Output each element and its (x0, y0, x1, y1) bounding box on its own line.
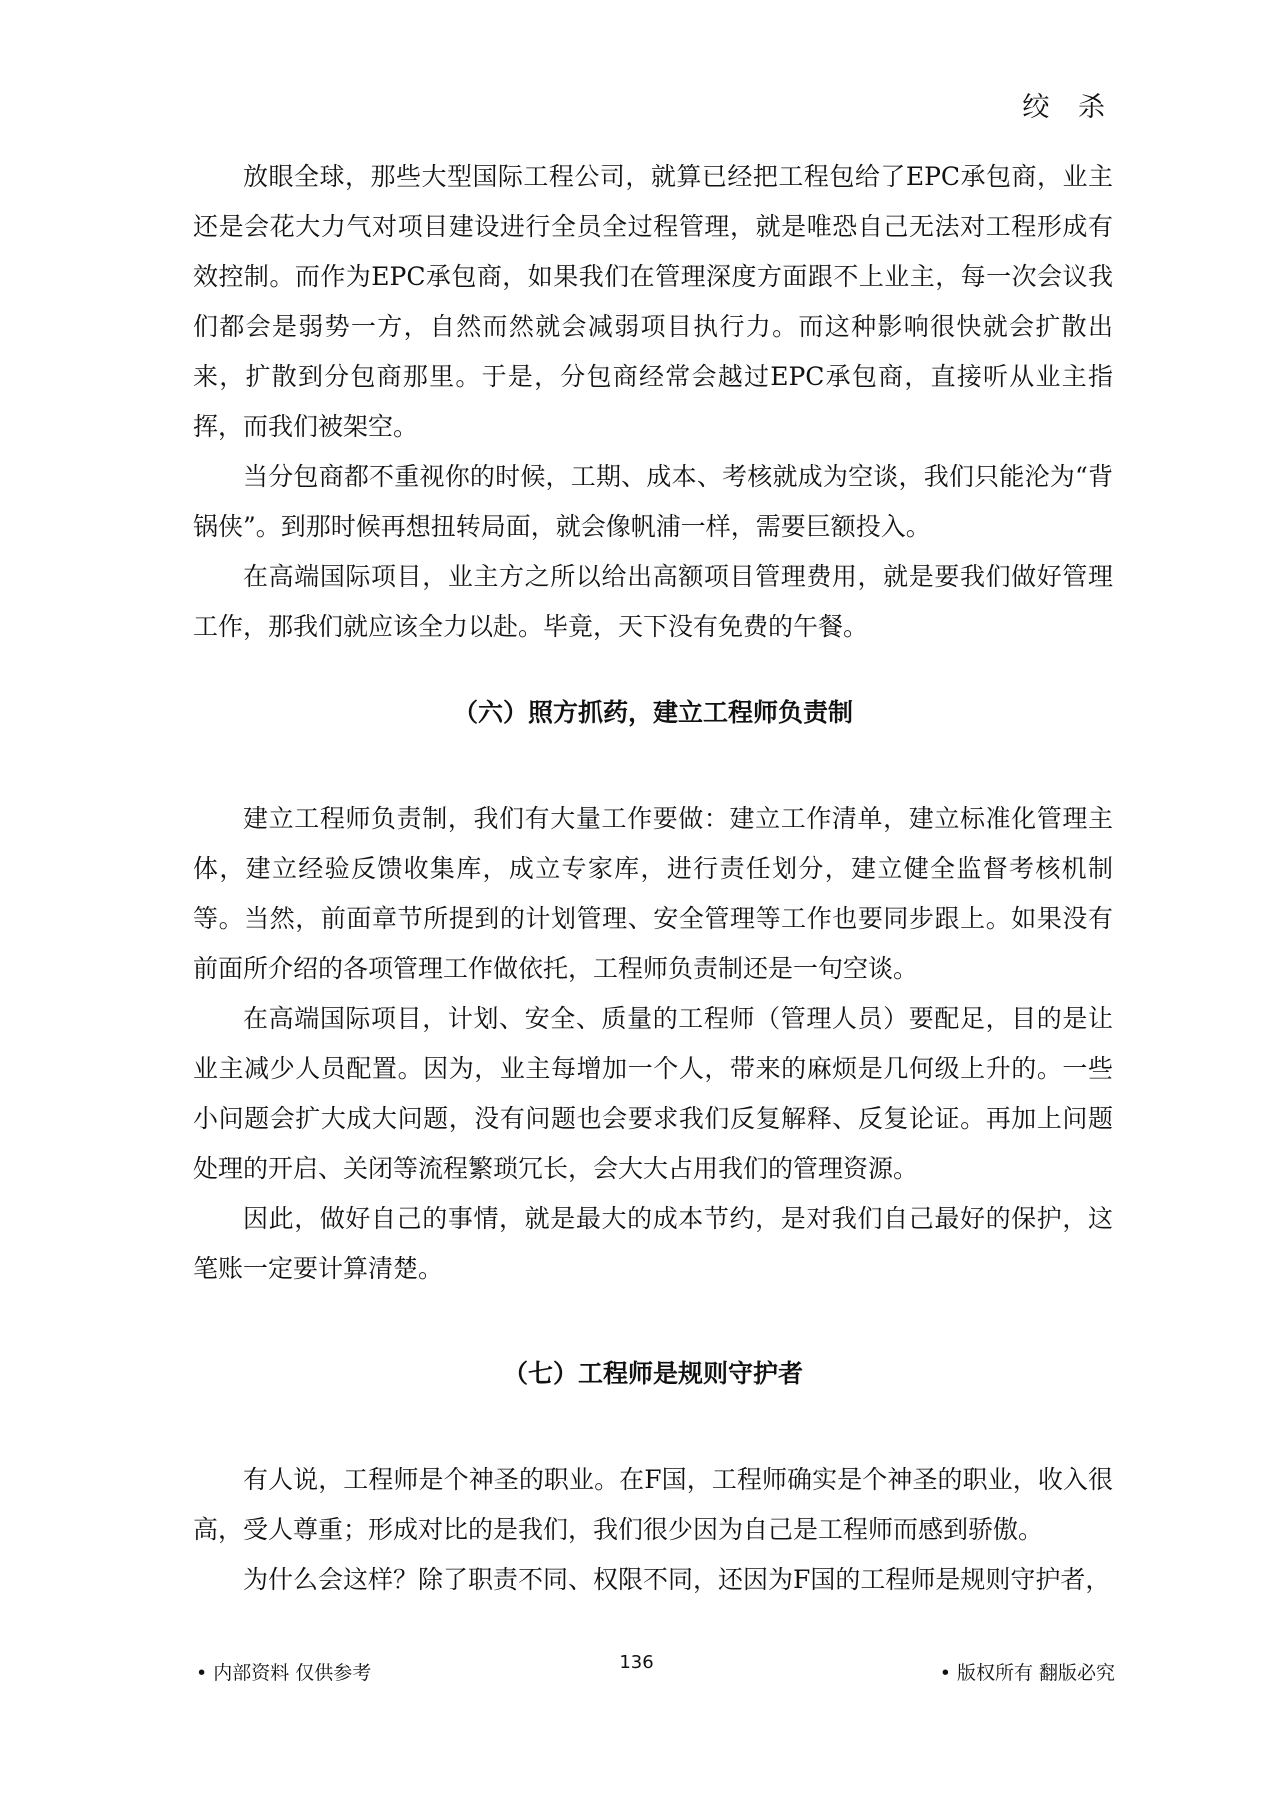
section-heading-6: （六）照方抓药，建立工程师负责制 (452, 698, 853, 727)
page-content (193, 152, 1113, 1605)
section-heading-7: （七）工程师是规则守护者 (502, 1359, 803, 1388)
paragraph: 有人说，工程师是个神圣的职业。在F国，工程师确实是个神圣的职业，收入很高，受人尊重；形成对比的是我们，我们很少因为自己是工程师而感到骄傲。 (193, 1465, 1113, 1544)
paragraph: 在高端国际项目，计划、安全、质量的工程师（管理人员）要配足，目的是让业主减少人员配置。因为，业主每增加一个人，带来的麻烦是几何级上升的。一些小问题会扩大成大问题，没有问题也会要求我们反复解释、反复论证。再加上问题处理的开启、关闭等流程繁琐冗长，会大大占用我们的管理资源。 (193, 1004, 1113, 1183)
running-head: 绞 杀 (1022, 92, 1115, 123)
footer-internal-note: • 内部资料 仅供参考 (196, 1662, 372, 1684)
paragraph: 因此，做好自己的事情，就是最大的成本节约，是对我们自己最好的保护，这笔账一定要计算清楚。 (193, 1204, 1113, 1283)
page-number: 136 (619, 1652, 654, 1673)
paragraph: 放眼全球，那些大型国际工程公司，就算已经把工程包给了EPC承包商，业主还是会花大力气对项目建设进行全员全过程管理，就是唯恐自己无法对工程形成有效控制。而作为EPC承包商，如果我们在管理深度方面跟不上业主，每一次会议我们都会是弱势一方，自然而然就会减弱项目执行力。而这种影响很快就会扩散出来，扩散到分包商那里。于是，分包商经常会越过EPC承包商，直接听从业主指挥，而我们被架空。 (193, 162, 1113, 441)
page-footer (0, 1652, 1273, 1698)
paragraph: 当分包商都不重视你的时候，工期、成本、考核就成为空谈，我们只能沦为“背锅侠”。到那时候再想扭转局面，就会像帆浦一样，需要巨额投入。 (193, 462, 1113, 541)
paragraph: 建立工程师负责制，我们有大量工作要做：建立工作清单，建立标准化管理主体，建立经验反馈收集库，成立专家库，进行责任划分，建立健全监督考核机制等。当然，前面章节所提到的计划管理、安全管理等工作也要同步跟上。如果没有前面所介绍的各项管理工作做依托，工程师负责制还是一句空谈。 (193, 804, 1113, 983)
paragraph: 为什么会这样？除了职责不同、权限不同，还因为F国的工程师是规则守护者， (243, 1565, 1111, 1594)
footer-copyright: • 版权所有 翻版必究 (939, 1662, 1115, 1684)
paragraph: 在高端国际项目，业主方之所以给出高额项目管理费用，就是要我们做好管理工作，那我们就应该全力以赴。毕竟，天下没有免费的午餐。 (193, 562, 1113, 641)
